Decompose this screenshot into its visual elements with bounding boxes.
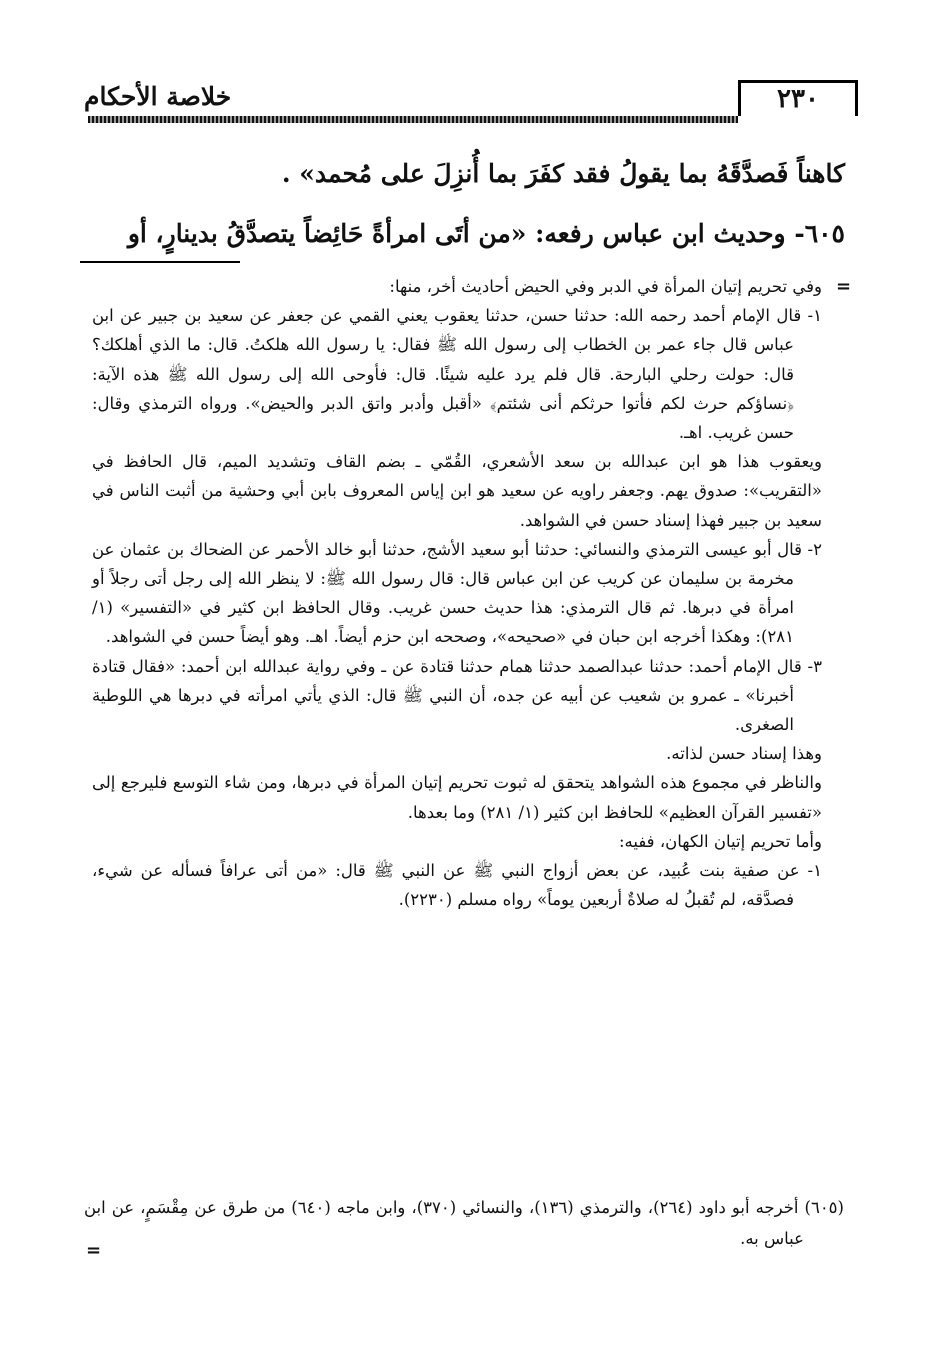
main-text-line: كاهناً فَصدَّقَهُ بما يقولُ فقد كفَرَ بما أُنزِلَ على مُحمد» . [281, 159, 845, 188]
footnote-paragraph: والناظر في مجموع هذه الشواهد يتحقق له ثبوت تحريم إتيان المرأة في دبرها، ومن شاء التوسع فليرجع إلى «تفسير القرآن العظيم» للحافظ ابن كثير (١/ ٢٨١) وما بعدها. [92, 773, 822, 822]
footnote-intro: وفي تحريم إتيان المرأة في الدبر وفي الحيض أحاديث أخر، منها: [389, 277, 822, 296]
margin-mark: = [836, 276, 852, 297]
footnote-block [92, 272, 822, 914]
footnote-paragraph: ويعقوب هذا هو ابن عبدالله بن سعد الأشعري، القُمّي ـ بضم القاف وتشديد الميم، قال الحافظ في «التقريب»: صدوق يهم. وجعفر راويه عن سعيد هو ابن إياس المعروف بابن أبي وحشية من أثبت الناس في سعيد بن جبير فهذا إسناد حسن في الشواهد. [92, 452, 822, 530]
margin-mark: = [86, 1240, 102, 1261]
main-text [80, 148, 845, 260]
footnote-divider [80, 261, 240, 263]
running-title: خلاصة الأحكام [84, 82, 232, 111]
footnote-paragraph: ٢- قال أبو عيسى الترمذي والنسائي: حدثنا أبو سعيد الأشج، حدثنا أبو خالد الأحمر عن الضحاك بن عثمان عن مخرمة بن سليمان عن كريب عن ابن عباس قال: قال رسول الله ﷺ: لا ينظر الله إلى رجل أتى رجلاً أو امرأة في دبرها. ثم قال الترمذي: هذا حديث حسن غريب. وقال الحافظ ابن كثير في «التفسير» (١/ ٢٨١): وهكذا أخرجه ابن حبان في «صحيحه»، وصححه ابن حزم أيضاً. اهـ. وهو أيضاً حسن في الشواهد. [92, 539, 822, 647]
page-header [78, 76, 858, 126]
footnote-paragraph: وهذا إسناد حسن لذاته. [666, 744, 822, 764]
hadith-605-line: ٦٠٥- وحديث ابن عباس رفعه: «من أتَى امرأةً حَائِضاً يتصدَّقُ بدينارٍ، أو [127, 219, 845, 248]
footnote-605 [84, 1192, 844, 1254]
footnote-paragraph: ٣- قال الإمام أحمد: حدثنا عبدالصمد حدثنا همام حدثنا قتادة عن ـ وفي رواية عبدالله ابن أحمد: «فقال قتادة أخبرنا» ـ عمرو بن شعيب عن أبيه عن جده، أن النبي ﷺ قال: الذي يأتي امرأته في دبرها هي اللوطية الصغرى. [92, 656, 822, 735]
footnote-paragraph: ١- عن صفية بنت عُبيد، عن بعض أزواج النبي ﷺ عن النبي ﷺ قال: «من أتى عرافاً فسأله عن شيء، فصدَّقه، لم تُقبلُ له صلاةٌ أربعين يوماً» رواه مسلم (٢٢٣٠). [92, 861, 822, 910]
footnote-paragraph: وأما تحريم إتيان الكهان، ففيه: [618, 831, 822, 851]
page-number: ٢٣٠ [738, 80, 858, 116]
footnote-paragraph: (٦٠٥) أخرجه أبو داود (٢٦٤)، والترمذي (١٣٦)، والنسائي (٣٧٠)، وابن ماجه (٦٤٠) من طرق عن مِقْسَمٍ، عن ابن عباس به. [84, 1198, 844, 1248]
footnote-paragraph: ١- قال الإمام أحمد رحمه الله: حدثنا حسن، حدثنا يعقوب يعني القمي عن جعفر عن سعيد بن جبير عن ابن عباس قال جاء عمر بن الخطاب إلى رسول الله ﷺ فقال: يا رسول الله هلكتُ. قال: ما الذي أهلكك؟ قال: حولت رحلي البارحة. قال فلم يرد عليه شيئًا. قال: فأوحى الله إلى رسول الله ﷺ هذه الآية: ﴿نساؤكم حرث لكم فأتوا حرثكم أنى شئتم﴾ «أقبل وأدبر واتق الدبر والحيض». ورواه الترمذي وقال: حسن غريب. اهـ. [92, 306, 822, 443]
header-rule [88, 116, 738, 123]
